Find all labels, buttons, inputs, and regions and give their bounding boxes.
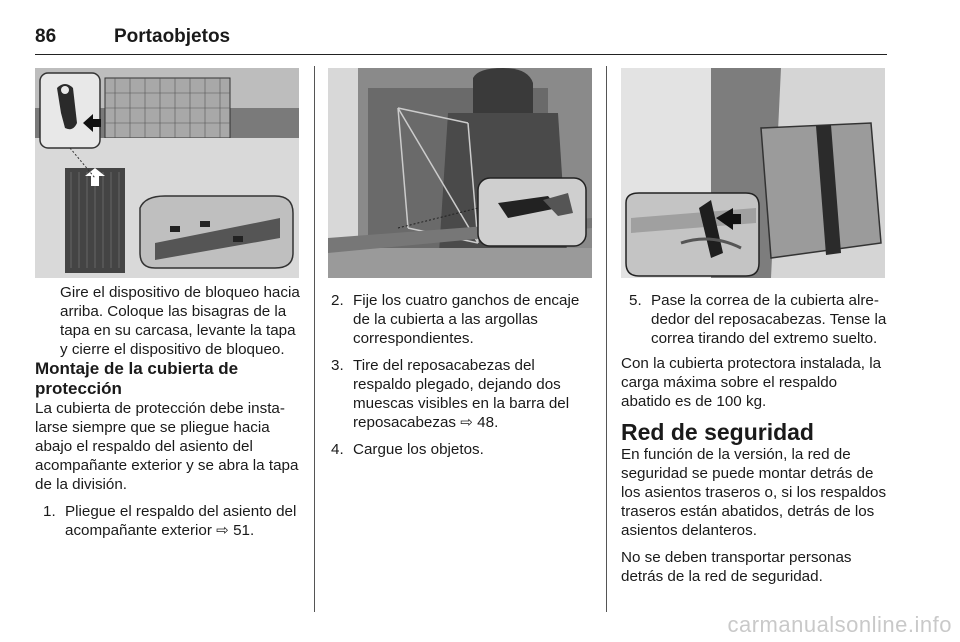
step-number: 2. — [331, 292, 344, 309]
column-divider — [606, 66, 607, 612]
illustration-cargo-partition — [35, 68, 299, 278]
section-heading: Red de seguridad — [621, 419, 814, 445]
list-item — [629, 291, 887, 348]
step-text: Pliegue el respaldo del asiento del acompañante exterior ⇨ 51. — [65, 503, 297, 539]
step-text: Fije los cuatro ganchos de encaje de la cubierta a las argollas correspondientes. — [353, 292, 580, 347]
paragraph: La cubierta de protección debe instalarse siempre que se pliegue hacia abajo el respaldo del asiento del acompañante exterior y se abra la tapa de la división. — [35, 400, 299, 493]
figure-lock-device — [35, 68, 299, 278]
paragraph: En función de la versión, la red de seguridad se puede montar detrás de los asientos traseros o, si los respaldos traseros están abatidos, detrás de los asientos delanteros. — [621, 446, 887, 539]
page-title: Portaobjetos — [114, 26, 231, 47]
paragraph: Con la cubierta protectora instalada, la carga máxima sobre el respaldo abatido es de 100 kg. — [621, 355, 882, 410]
step-number: 3. — [331, 357, 344, 374]
paragraph: No se deben transportar personas detrás de la red de seguridad. — [621, 549, 852, 585]
step-number: 4. — [331, 441, 344, 458]
column-divider — [314, 66, 315, 612]
section-heading: Montaje de la cubierta de protección — [35, 359, 239, 398]
column-2 — [331, 291, 593, 467]
figure-caption: Gire el dispositivo de bloqueo hacia arriba. Coloque las bisagras de la tapa en su carcasa, levante la tapa y cierre el dispositivo de bloqueo. — [60, 284, 300, 358]
step-number: 5. — [629, 292, 642, 309]
figure-hooks — [328, 68, 592, 278]
step-text: Cargue los objetos. — [353, 441, 484, 458]
page-header — [35, 24, 887, 55]
list-item — [331, 356, 593, 432]
step-text: Tire del reposacabezas del respaldo plegado, dejando dos muescas visibles en la barra del reposacabezas ⇨ 48. — [353, 357, 570, 431]
column-3 — [621, 291, 887, 586]
step-number: 1. — [43, 503, 56, 520]
list-item — [331, 291, 593, 348]
list-item — [43, 502, 301, 540]
illustration-headrest-strap — [621, 68, 885, 278]
figure-strap — [621, 68, 885, 278]
watermark: carmanualsonline.info — [727, 612, 952, 637]
column-1 — [35, 283, 301, 548]
page-number: 86 — [35, 26, 57, 47]
step-text: Pase la correa de la cubierta alrededor del reposacabezas. Tense la correa tirando del extremo suelto. — [651, 292, 887, 347]
illustration-cover-hooks — [328, 68, 592, 278]
list-item — [331, 440, 593, 459]
